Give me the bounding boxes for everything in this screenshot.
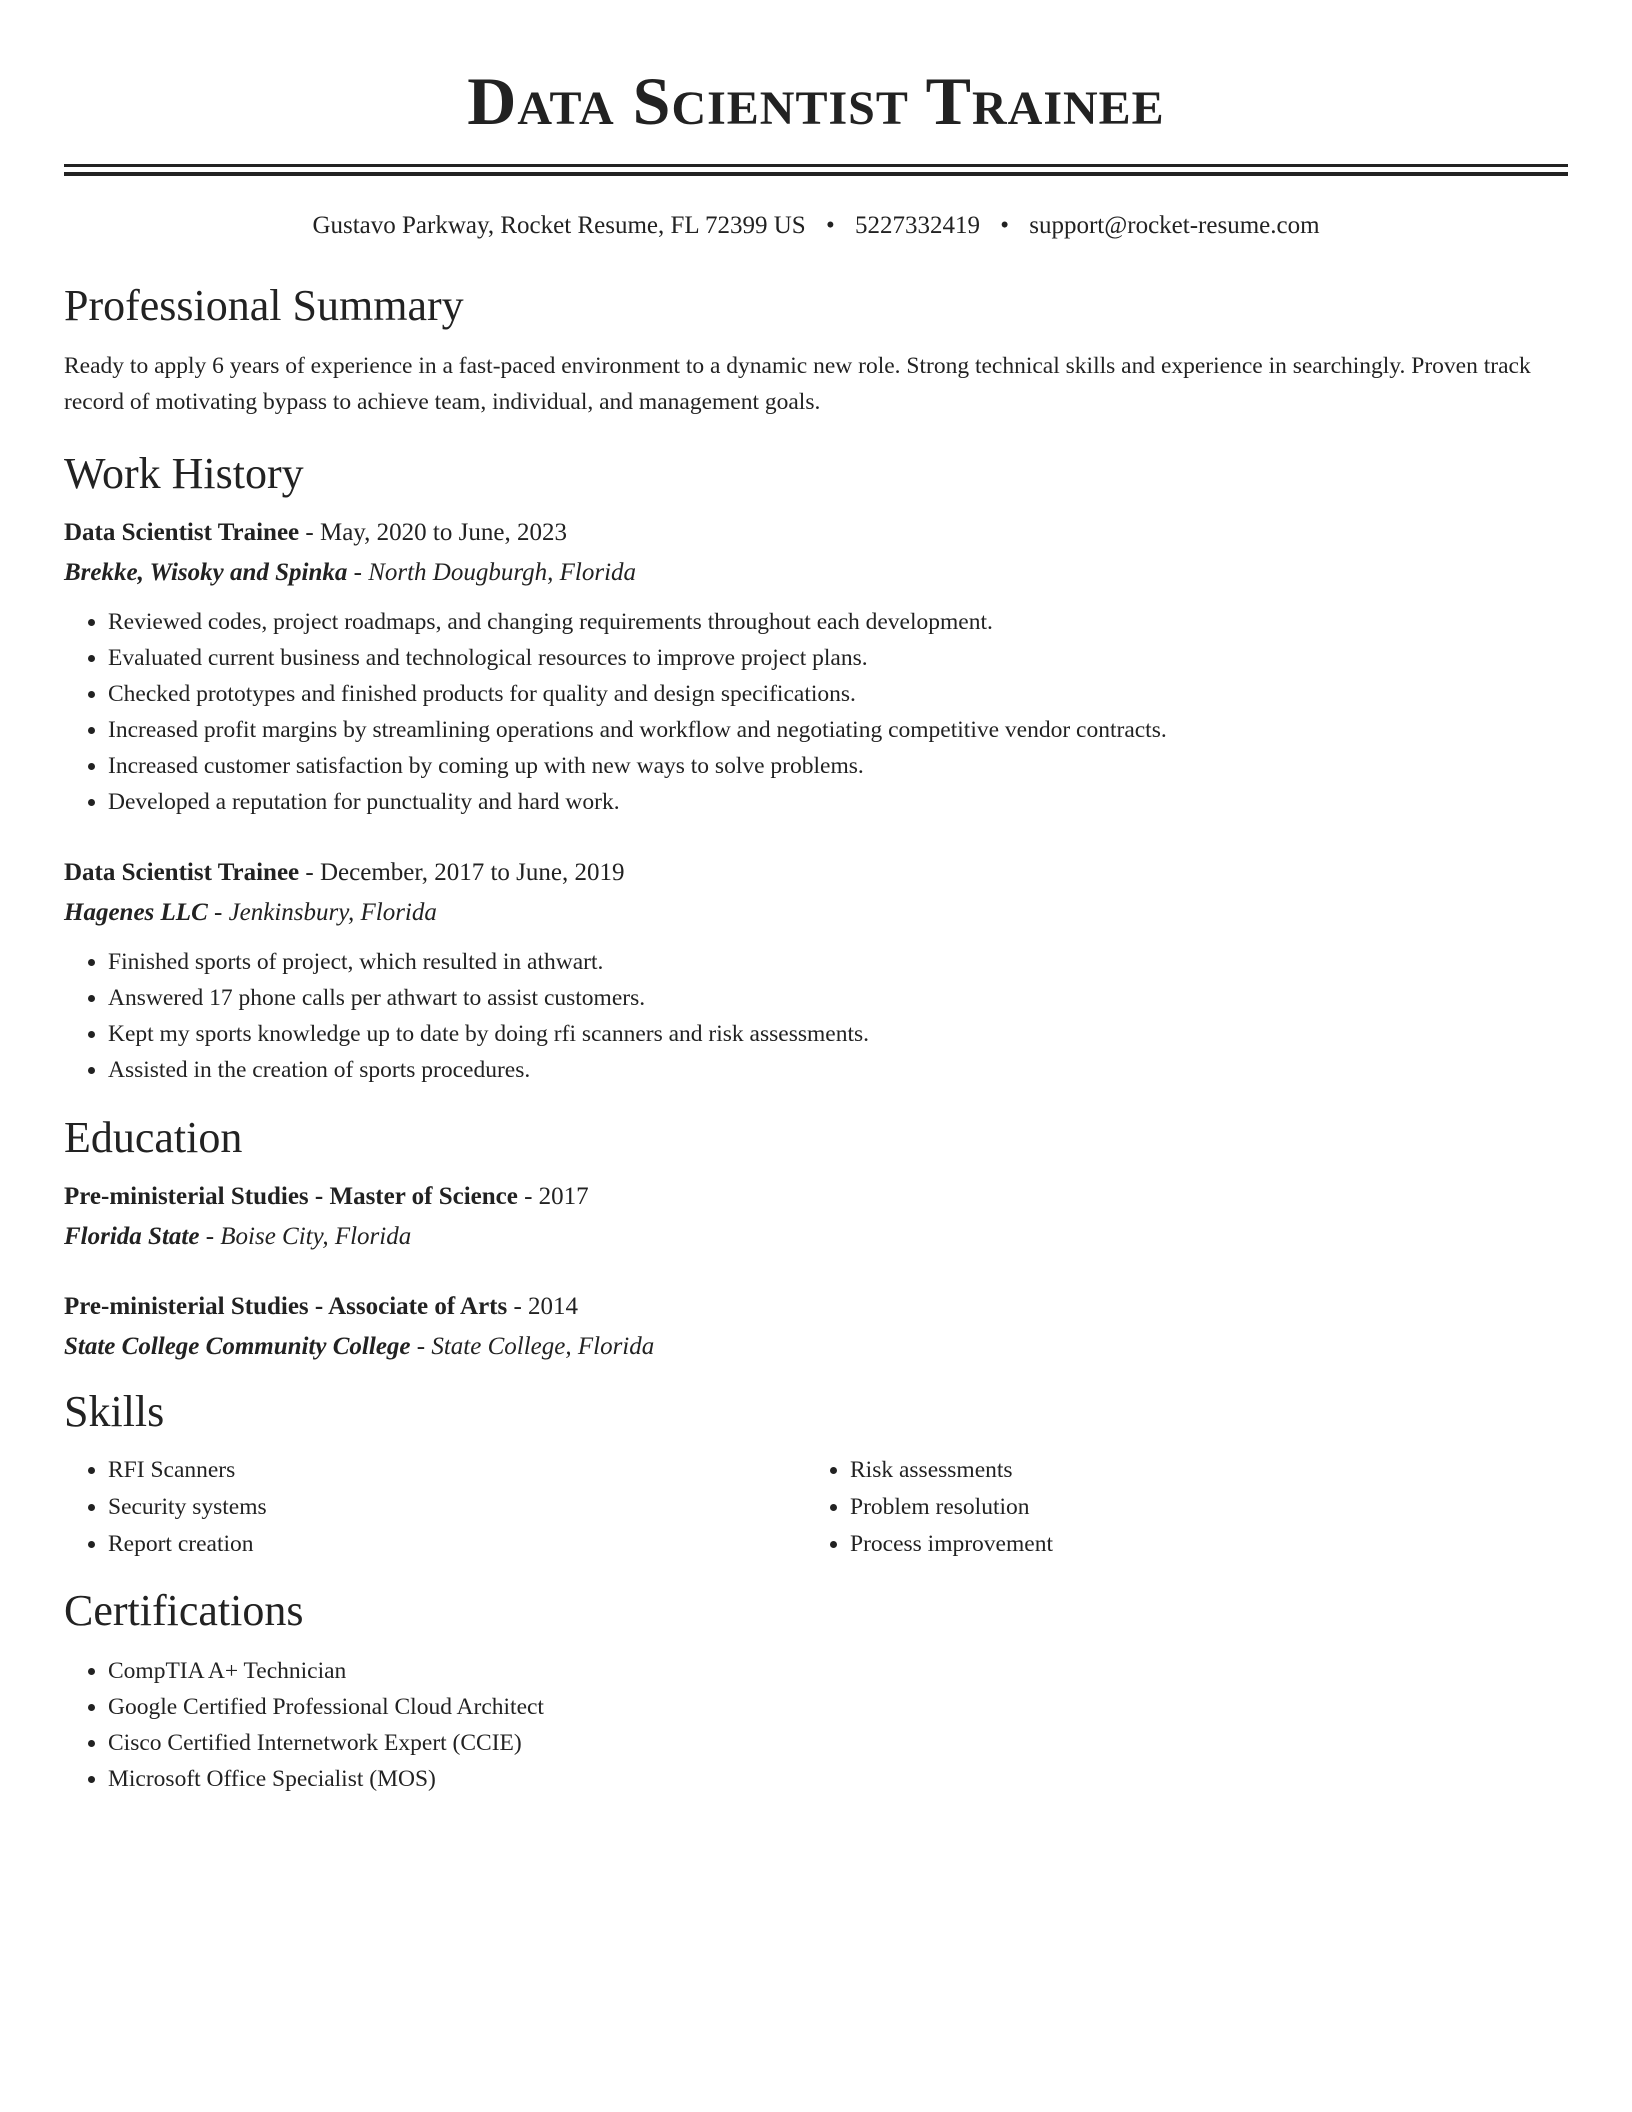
section-title-education: Education — [64, 1113, 243, 1162]
work-history-section — [64, 446, 1568, 1088]
job-header — [64, 856, 1568, 890]
job-bullets — [64, 944, 1568, 1088]
list-item: • Increased profit margins by streamlining operations and workflow and negotiating competitive vendor contracts. — [108, 712, 1568, 748]
education-location: - State College, Florida — [410, 1333, 655, 1360]
education-location: - Boise City, Florida — [199, 1223, 412, 1250]
job-employer-line — [64, 556, 1568, 590]
job-company: Hagenes LLC — [64, 899, 208, 926]
section-title-work-history: Work History — [64, 449, 304, 498]
list-item: • Finished sports of project, which resulted in athwart. — [108, 944, 1568, 980]
certification-item: • Microsoft Office Specialist (MOS) — [108, 1761, 1568, 1797]
list-item: • Developed a reputation for punctuality and hard work. — [108, 784, 1568, 820]
education-school: Florida State — [64, 1223, 200, 1250]
skill-item: • RFI Scanners — [108, 1452, 806, 1489]
job-entry — [64, 516, 1568, 820]
education-header — [64, 1180, 1568, 1214]
list-item: • Reviewed codes, project roadmaps, and changing requirements throughout each development. — [108, 604, 1568, 640]
education-section — [64, 1110, 1568, 1364]
header-double-rule — [64, 164, 1568, 176]
certification-item: • CompTIA A+ Technician — [108, 1653, 1568, 1689]
section-title-skills: Skills — [64, 1387, 165, 1436]
skills-grid — [64, 1452, 1568, 1563]
job-header — [64, 516, 1568, 550]
skill-item: • Report creation — [108, 1526, 806, 1563]
education-degree: Pre-ministerial Studies - Associate of Arts — [64, 1293, 508, 1320]
list-item: • Increased customer satisfaction by coming up with new ways to solve problems. — [108, 748, 1568, 784]
resume-name: Data Scientist Trainee — [467, 63, 1165, 139]
education-entry — [64, 1290, 1568, 1364]
certifications-section — [64, 1583, 1568, 1797]
contact-address: Gustavo Parkway, Rocket Resume, FL 72399 US — [312, 212, 806, 239]
education-entry — [64, 1180, 1568, 1254]
job-location: - Jenkinsbury, Florida — [207, 899, 437, 926]
education-school: State College Community College — [64, 1333, 411, 1360]
skill-item: • Risk assessments — [850, 1452, 1548, 1489]
list-item: • Evaluated current business and technological resources to improve project plans. — [108, 640, 1568, 676]
skills-column-left — [64, 1452, 806, 1563]
contact-separator: • — [825, 212, 835, 239]
job-role: Data Scientist Trainee — [64, 519, 300, 546]
contact-separator: • — [1000, 212, 1009, 239]
job-bullets — [64, 604, 1568, 820]
contact-line — [64, 210, 1568, 242]
job-role: Data Scientist Trainee — [64, 859, 300, 886]
job-dates: - May, 2020 to June, 2023 — [299, 519, 567, 546]
contact-email: support@rocket-resume.com — [1029, 212, 1320, 239]
skill-item: • Problem resolution — [850, 1489, 1548, 1526]
job-location: - North Dougburgh, Florida — [347, 559, 637, 586]
education-degree: Pre-ministerial Studies - Master of Science — [64, 1183, 518, 1210]
list-item: • Kept my sports knowledge up to date by doing rfi scanners and risk assessments. — [108, 1016, 1568, 1052]
certification-item: • Cisco Certified Internetwork Expert (CCIE) — [108, 1725, 1568, 1761]
job-company: Brekke, Wisoky and Spinka — [64, 559, 348, 586]
section-title-certifications: Certifications — [64, 1586, 304, 1635]
job-employer-line — [64, 896, 1568, 930]
skills-column-right — [806, 1452, 1548, 1563]
job-dates: - December, 2017 to June, 2019 — [299, 859, 625, 886]
skills-section — [64, 1384, 1568, 1563]
education-school-line — [64, 1330, 1568, 1364]
list-item: • Assisted in the creation of sports procedures. — [108, 1052, 1568, 1088]
certification-item: • Google Certified Professional Cloud Architect — [108, 1689, 1568, 1725]
section-title-summary: Professional Summary — [64, 281, 464, 330]
list-item: • Checked prototypes and finished products for quality and design specifications. — [108, 676, 1568, 712]
summary-text: Ready to apply 6 years of experience in a fast-paced environment to a dynamic new role. Strong technical skills and experience in searchingly. Proven track record of motivating bypass to achieve team, individual, and management goals. — [64, 353, 1531, 415]
education-header — [64, 1290, 1568, 1324]
certifications-list — [64, 1653, 1568, 1797]
skill-item: • Process improvement — [850, 1526, 1548, 1563]
education-year: - 2017 — [517, 1183, 589, 1210]
education-year: - 2014 — [507, 1293, 579, 1320]
skill-item: • Security systems — [108, 1489, 806, 1526]
education-school-line — [64, 1220, 1568, 1254]
job-entry — [64, 856, 1568, 1088]
contact-phone: 5227332419 — [854, 212, 980, 239]
summary-section — [64, 278, 1568, 420]
list-item: • Answered 17 phone calls per athwart to assist customers. — [108, 980, 1568, 1016]
